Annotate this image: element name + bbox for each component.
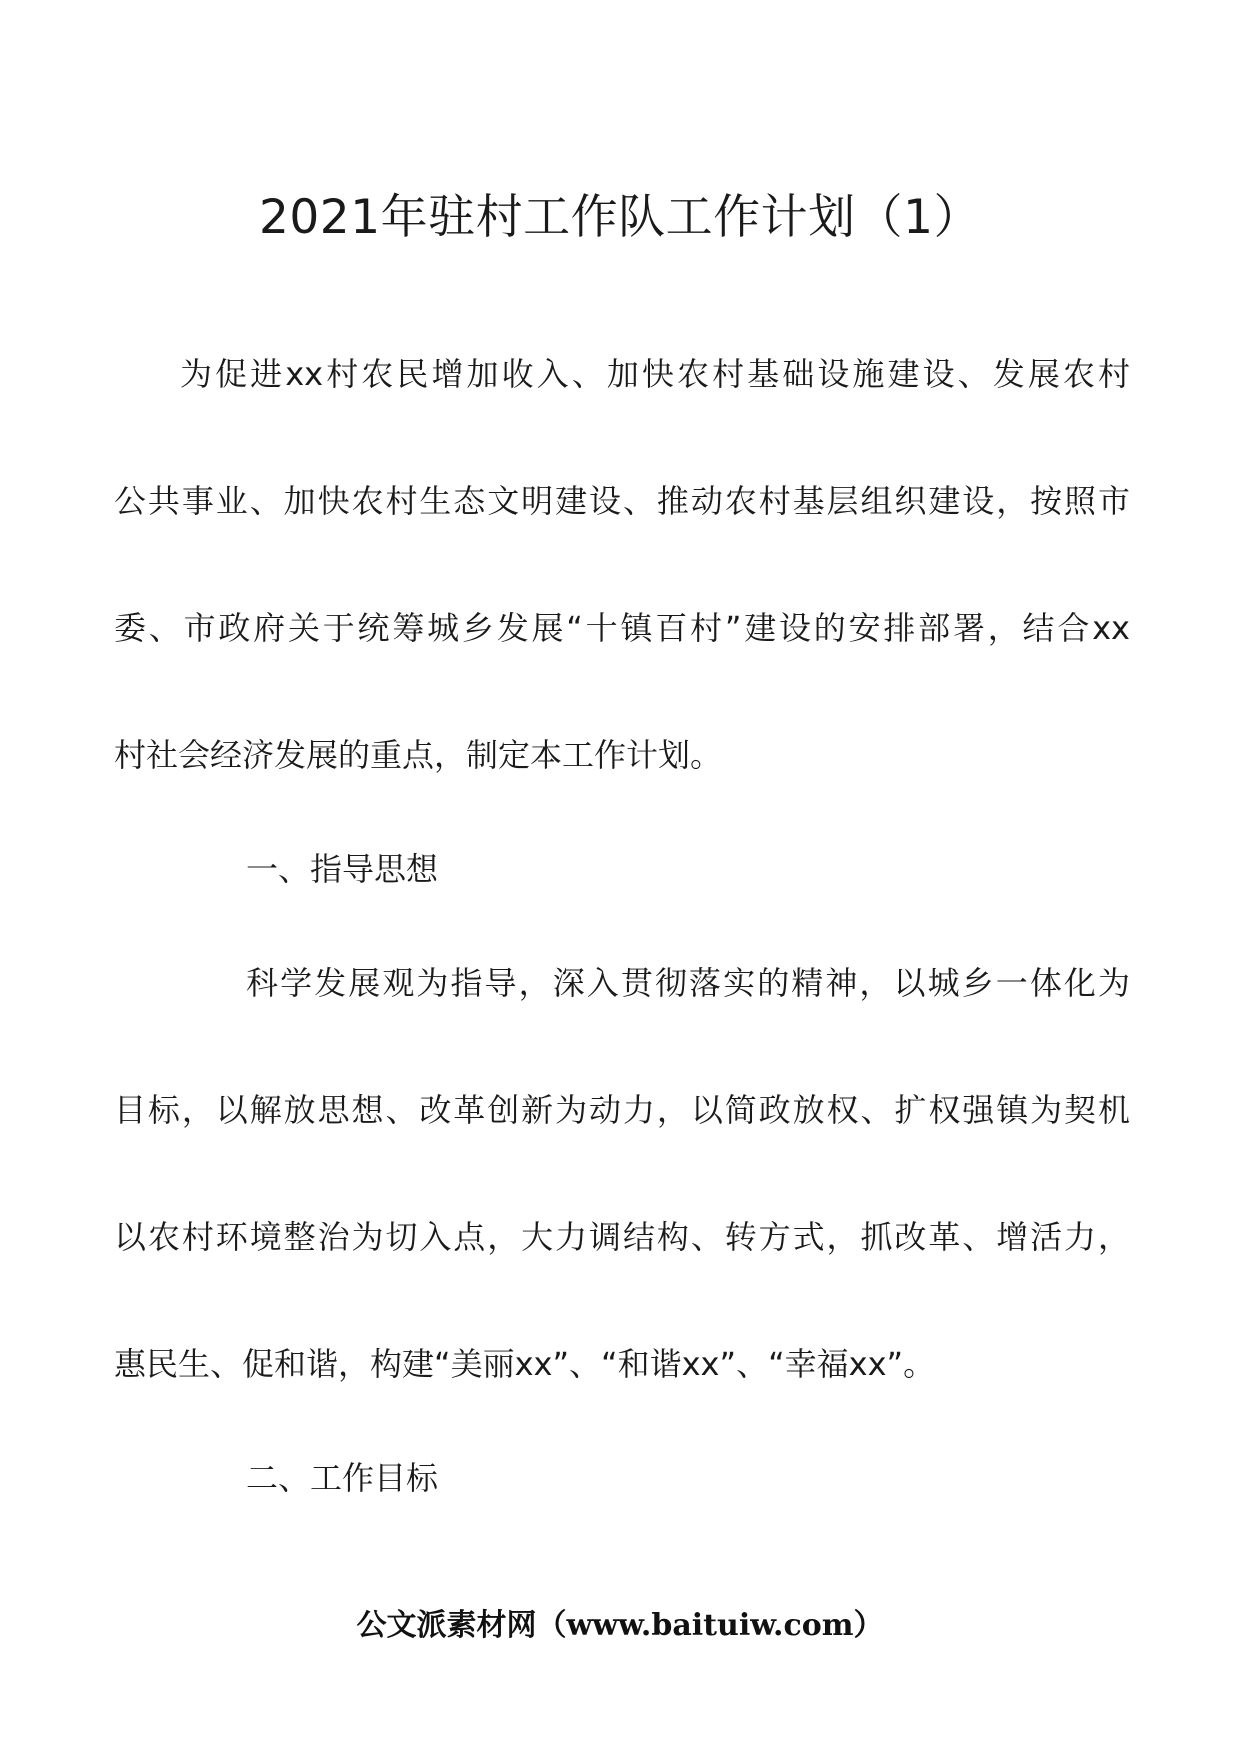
paragraph-line: 公共事业、加快农村生态文明建设、推动农村基层组织建设，按照市 (114, 482, 1130, 520)
paragraph-line: 为促进xx村农民增加收入、加快农村基础设施建设、发展农村 (180, 355, 1130, 393)
page-title: 2021年驻村工作队工作计划（1） (258, 190, 981, 245)
paragraph-line: 村社会经济发展的重点，制定本工作计划。 (114, 736, 723, 774)
section-heading: 二、工作目标 (246, 1459, 439, 1497)
paragraph-line: 以农村环境整治为切入点，大力调结构、转方式，抓改革、增活力， (114, 1218, 1130, 1256)
paragraph-line: 惠民生、促和谐，构建“美丽xx”、“和谐xx”、“幸福xx”。 (114, 1345, 936, 1383)
paragraph-line: 科学发展观为指导，深入贯彻落实的精神，以城乡一体化为 (246, 964, 1130, 1002)
paragraph-line: 目标，以解放思想、改革创新为动力，以简政放权、扩权强镇为契机 (114, 1091, 1130, 1129)
section-heading: 一、指导思想 (246, 850, 439, 888)
paragraph-line: 委、市政府关于统筹城乡发展“十镇百村”建设的安排部署，结合xx (114, 609, 1130, 647)
footer-watermark: 公文派素材网（www.baituiw.com） (356, 1608, 884, 1643)
